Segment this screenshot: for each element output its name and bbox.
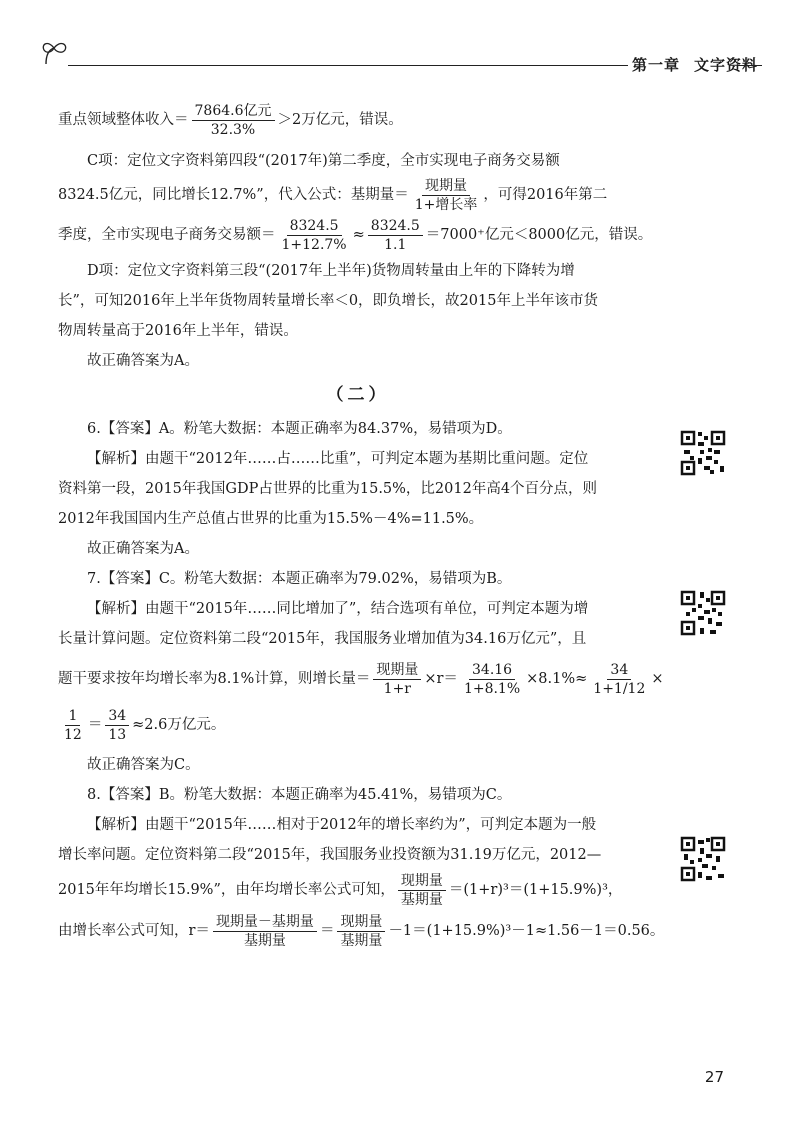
header-rule-right	[738, 65, 762, 66]
fraction: $\frac{8324.5}{1.1}$	[368, 217, 423, 254]
analysis-line: 【解析】由题干“2015年……同比增加了”，结合选项有单位，可判定本题为增	[87, 601, 589, 617]
page-body	[58, 100, 665, 952]
header-rule	[68, 65, 628, 66]
fraction: $\frac{\text{现期量}}{\text{基期量}}$	[337, 913, 385, 950]
fraction: $\frac{\text{现期量－基期量}}{\text{基期量}}$	[213, 913, 317, 950]
paragraph: D项：定位文字资料第三段“(2017年上半年)货物周转量由上年的下降转为增	[87, 263, 575, 279]
text-line: 重点领域整体收入＝ $\frac{\text{7864.6亿元}}{32.3\%}$ ＞2万亿元，错误。	[58, 102, 403, 138]
answer-line: 7.【答案】C。粉笔大数据：本题正确率为79.02%，易错项为B。	[87, 571, 512, 587]
paragraph: 物周转量高于2016年上半年，错误。	[58, 323, 298, 339]
fraction: $\frac{34}{13}$	[105, 707, 129, 744]
fraction: $\frac{34}{1+1/12}$	[593, 661, 646, 697]
paragraph: C项：定位文字资料第四段“(2017年)第二季度，全市实现电子商务交易额	[87, 153, 560, 169]
qr-code-q6[interactable]	[680, 430, 726, 476]
fraction: $\frac{8324.5}{1+12.7\%}$	[281, 217, 347, 253]
fraction: $\frac{\text{7864.6亿元}}{32.3\%}$	[192, 102, 275, 139]
paragraph: 2012年我国国内生产总值占世界的比重为15.5%－4%=11.5%。	[58, 511, 484, 527]
fraction: $\frac{34.16}{1+8.1\%}$	[463, 661, 521, 697]
text-line: 8324.5亿元，同比增长12.7%”，代入公式：基期量＝ $\frac{\text{现期量}}{\text{1+增长率}}$ ，可得2016年第二	[58, 177, 608, 213]
text-line: 题干要求按年均增长率为8.1%计算，则增长量＝ $\frac{\text{现期量}}{1+r}$ ×r＝ $\frac{34.16}{1+8.1\%}$ ×8.1%≈ $\frac{34}{1+1/12}$ ×	[58, 661, 664, 697]
fraction: $\frac{\text{现期量}}{1+r}$	[373, 661, 421, 698]
fraction: $\frac{\text{现期量}}{\text{基期量}}$	[398, 872, 446, 909]
analysis-line: 【解析】由题干“2015年……相对于2012年的增长率约为”，可判定本题为一般	[87, 817, 597, 833]
text-line: $\frac{1}{12}$ ＝ $\frac{34}{13}$ ≈2.6万亿元。	[58, 704, 658, 746]
answer-line: 8.【答案】B。粉笔大数据：本题正确率为45.41%，易错项为C。	[87, 787, 512, 803]
answer-line: 6.【答案】A。粉笔大数据：本题正确率为84.37%，易错项为D。	[87, 421, 512, 437]
answer-line: 故正确答案为A。	[87, 353, 199, 369]
chapter-title: 第一章 文字资料	[632, 56, 759, 74]
section-heading: （二）	[326, 385, 390, 405]
text-line: 由增长率公式可知，r＝ $\frac{\text{现期量－基期量}}{\text{基期量}}$ ＝ $\frac{\text{现期量}}{\text{基期量}}$ －1＝(1+15.9%)³－1≈1.56－1＝0.56。	[58, 913, 665, 949]
leaf-icon	[38, 36, 72, 66]
paragraph: 长”，可知2016年上半年货物周转量增长率＜0，即负增长，故2015年上半年该市货	[58, 293, 598, 309]
qr-code-q8[interactable]	[680, 836, 726, 882]
fraction: $\frac{\text{现期量}}{\text{1+增长率}}$	[414, 177, 478, 213]
analysis-line: 【解析】由题干“2012年……占……比重”，可判定本题为基期比重问题。定位	[87, 451, 589, 467]
paragraph: 资料第一段，2015年我国GDP占世界的比重为15.5%，比2012年高4个百分点，则	[58, 481, 598, 497]
paragraph: 增长率问题。定位资料第二段“2015年，我国服务业投资额为31.19万亿元，2012—	[58, 847, 602, 863]
fraction: $\frac{1}{12}$	[64, 707, 82, 743]
answer-line: 故正确答案为C。	[87, 757, 200, 773]
page-number: 27	[704, 1068, 724, 1086]
text-line: 季度，全市实现电子商务交易额＝ $\frac{8324.5}{1+12.7\%}$ ≈ $\frac{8324.5}{1.1}$ ＝7000⁺亿元＜8000亿元，错误。	[58, 217, 653, 253]
qr-code-q7[interactable]	[680, 590, 726, 636]
answer-line: 故正确答案为A。	[87, 541, 199, 557]
text-line: 2015年年均增长15.9%”，由年均增长率公式可知， $\frac{\text{现期量}}{\text{基期量}}$ ＝(1+r)³＝(1+15.9%)³，	[58, 872, 623, 908]
page-header	[38, 36, 762, 76]
paragraph: 长量计算问题。定位资料第二段“2015年，我国服务业增加值为34.16万亿元”，且	[58, 631, 587, 647]
